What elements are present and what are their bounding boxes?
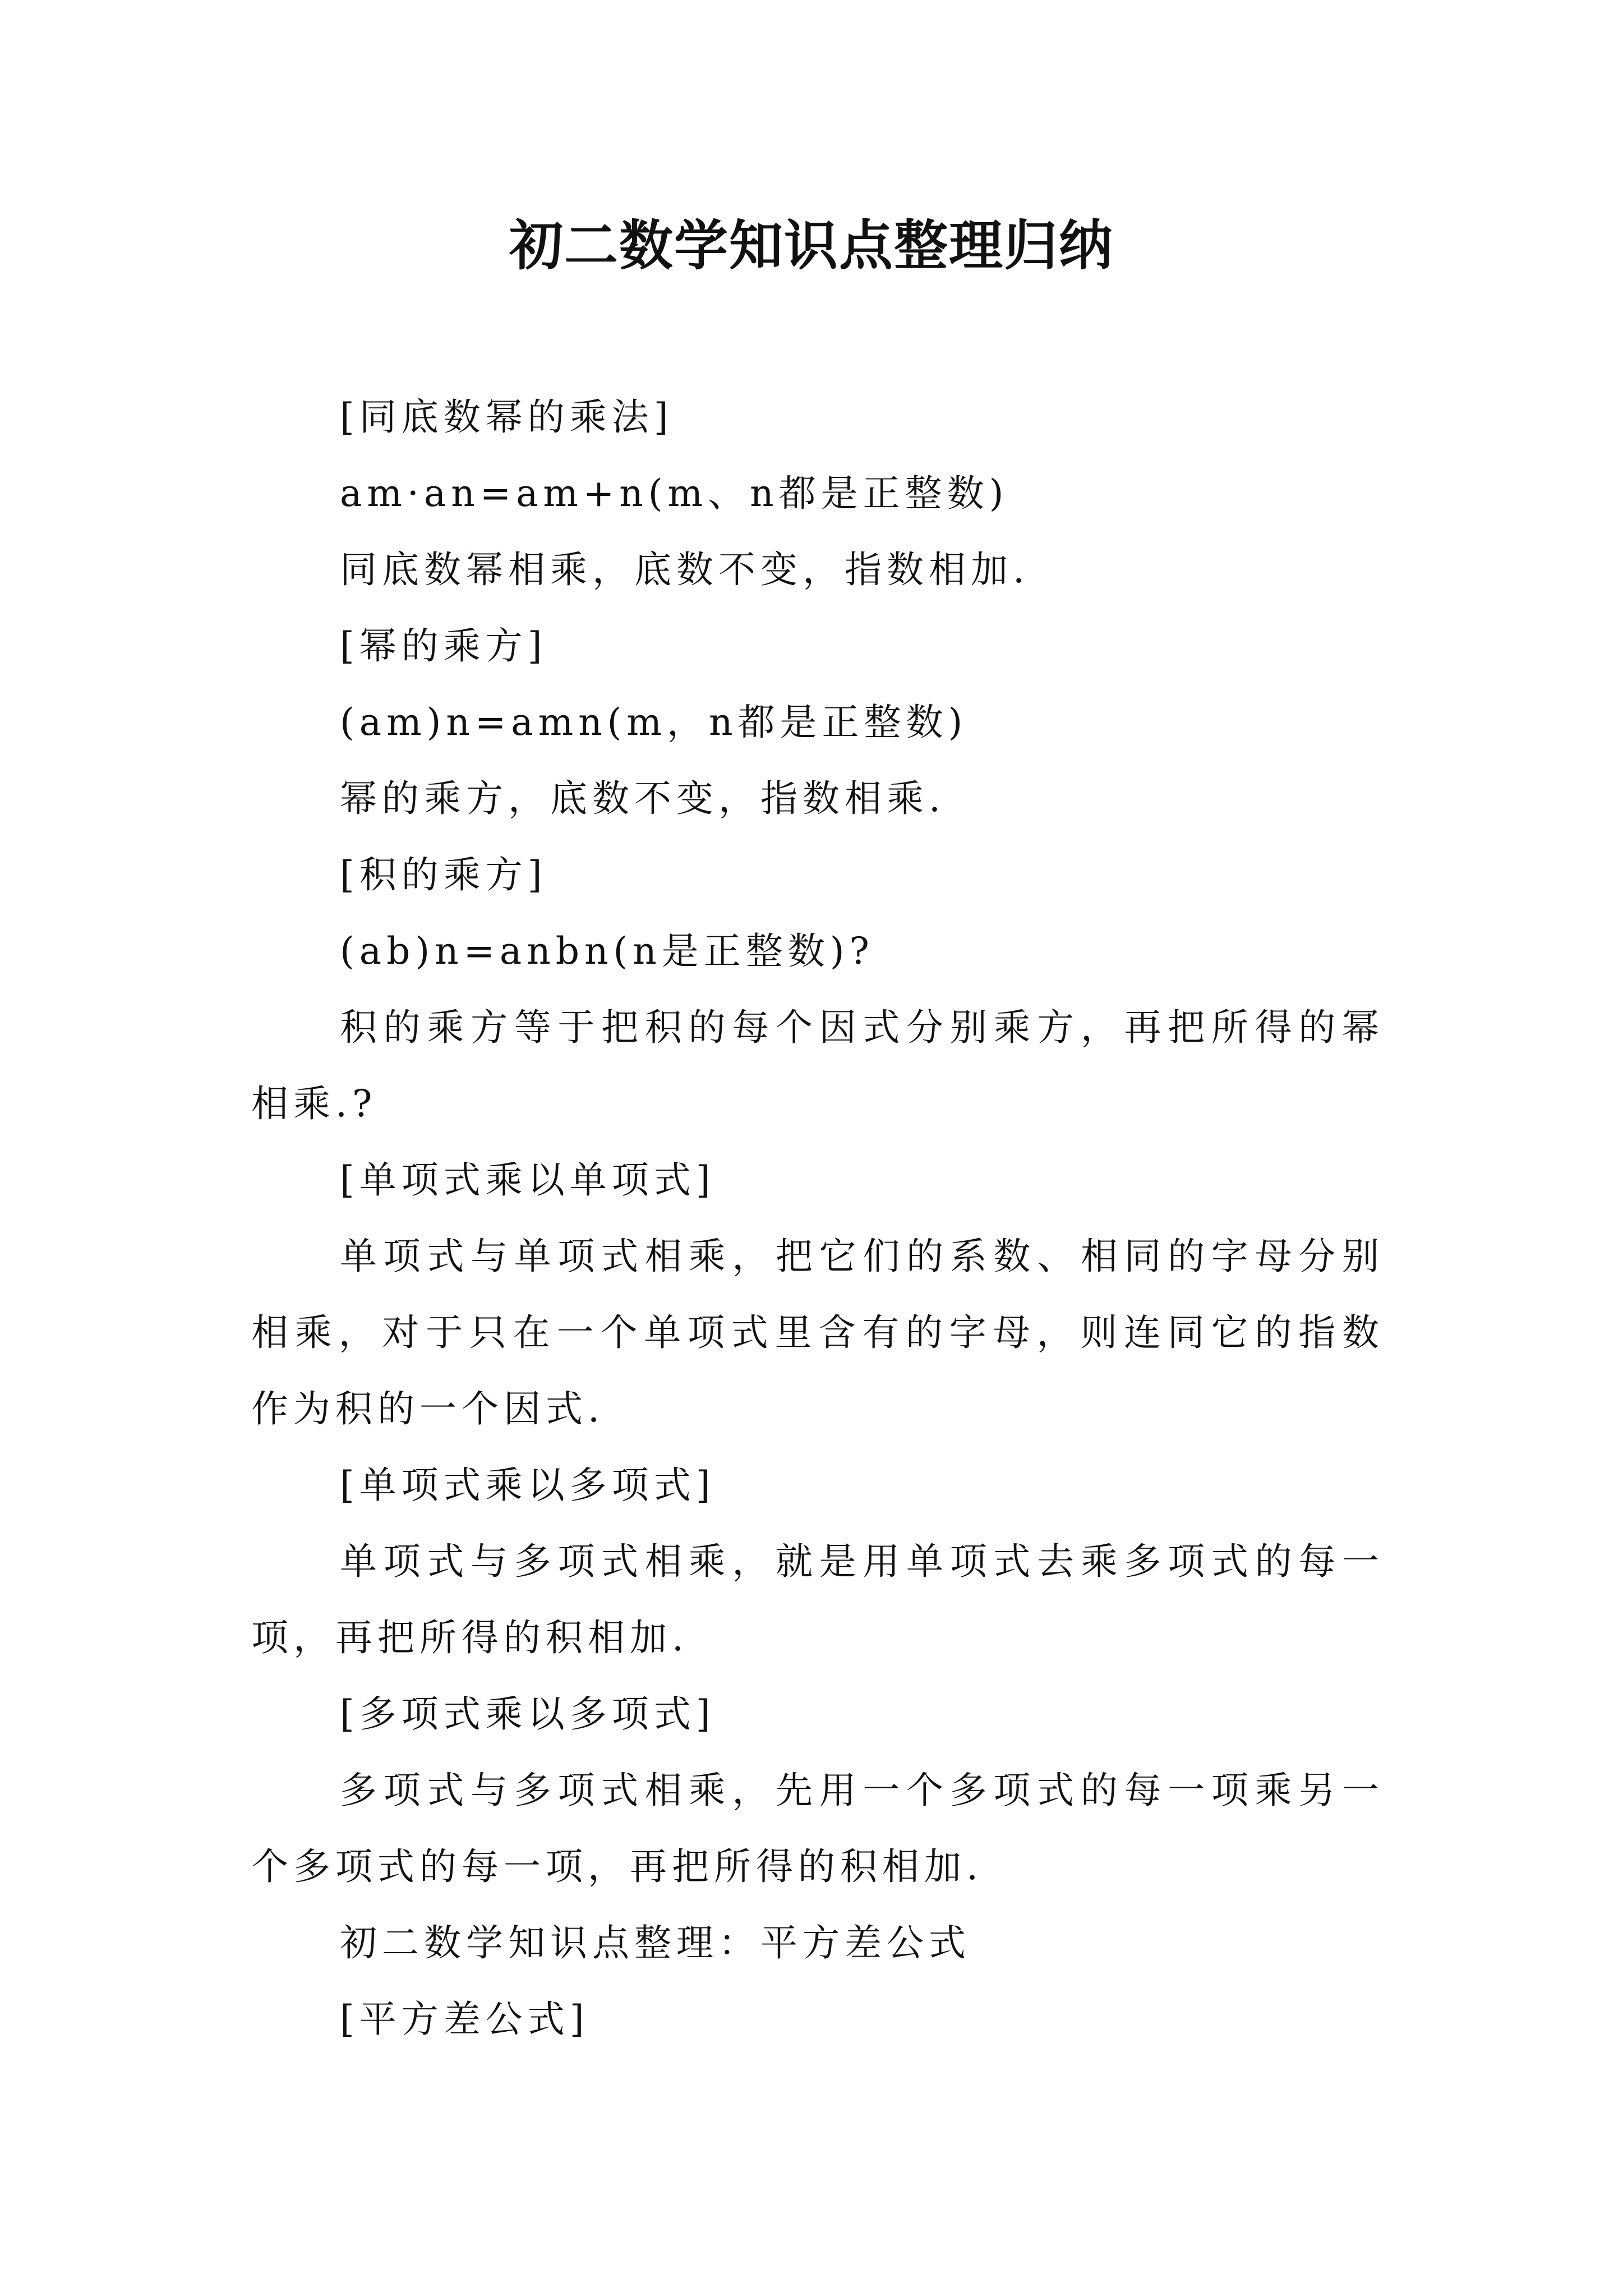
section-heading-polynomial-times-polynomial: [多项式乘以多项式] <box>340 1692 716 1736</box>
formula-same-base-power-multiplication: am·an=am+n(m、n都是正整数) <box>340 472 1009 515</box>
section-heading-power-of-product: [积的乘方] <box>340 853 547 896</box>
subtitle-difference-of-squares: 初二数学知识点整理：平方差公式 <box>340 1921 971 1964</box>
document-body <box>251 379 1384 2058</box>
rule-polynomial-times-polynomial: 多项式与多项式相乘，先用一个多项式的每一项乘另一个多项式的每一项，再把所得的积相加. <box>251 1769 1384 1888</box>
rule-monomial-times-monomial: 单项式与单项式相乘，把它们的系数、相同的字母分别相乘，对于只在一个单项式里含有的字母，则连同它的指数作为积的一个因式. <box>251 1235 1384 1430</box>
section-heading-difference-of-squares: [平方差公式] <box>340 1998 589 2041</box>
section-heading-monomial-times-polynomial: [单项式乘以多项式] <box>340 1464 716 1507</box>
formula-power-of-power: (am)n=amn(m，n都是正整数) <box>340 701 968 744</box>
rule-power-of-power: 幂的乘方，底数不变，指数相乘. <box>340 777 946 820</box>
section-heading-monomial-times-monomial: [单项式乘以单项式] <box>340 1158 716 1202</box>
rule-monomial-times-polynomial: 单项式与多项式相乘，就是用单项式去乘多项式的每一项，再把所得的积相加. <box>251 1540 1384 1659</box>
formula-power-of-product: (ab)n=anbn(n是正整数)? <box>340 930 874 973</box>
section-heading-same-base-power-multiplication: [同底数幂的乘法] <box>340 395 674 439</box>
page-title: 初二数学知识点整理归纳 <box>509 214 1114 277</box>
rule-power-of-product: 积的乘方等于把积的每个因式分别乘方，再把所得的幂相乘.? <box>251 1006 1384 1125</box>
section-heading-power-of-power: [幂的乘方] <box>340 624 547 668</box>
rule-same-base-power-multiplication: 同底数幂相乘，底数不变，指数相加. <box>340 548 1030 591</box>
